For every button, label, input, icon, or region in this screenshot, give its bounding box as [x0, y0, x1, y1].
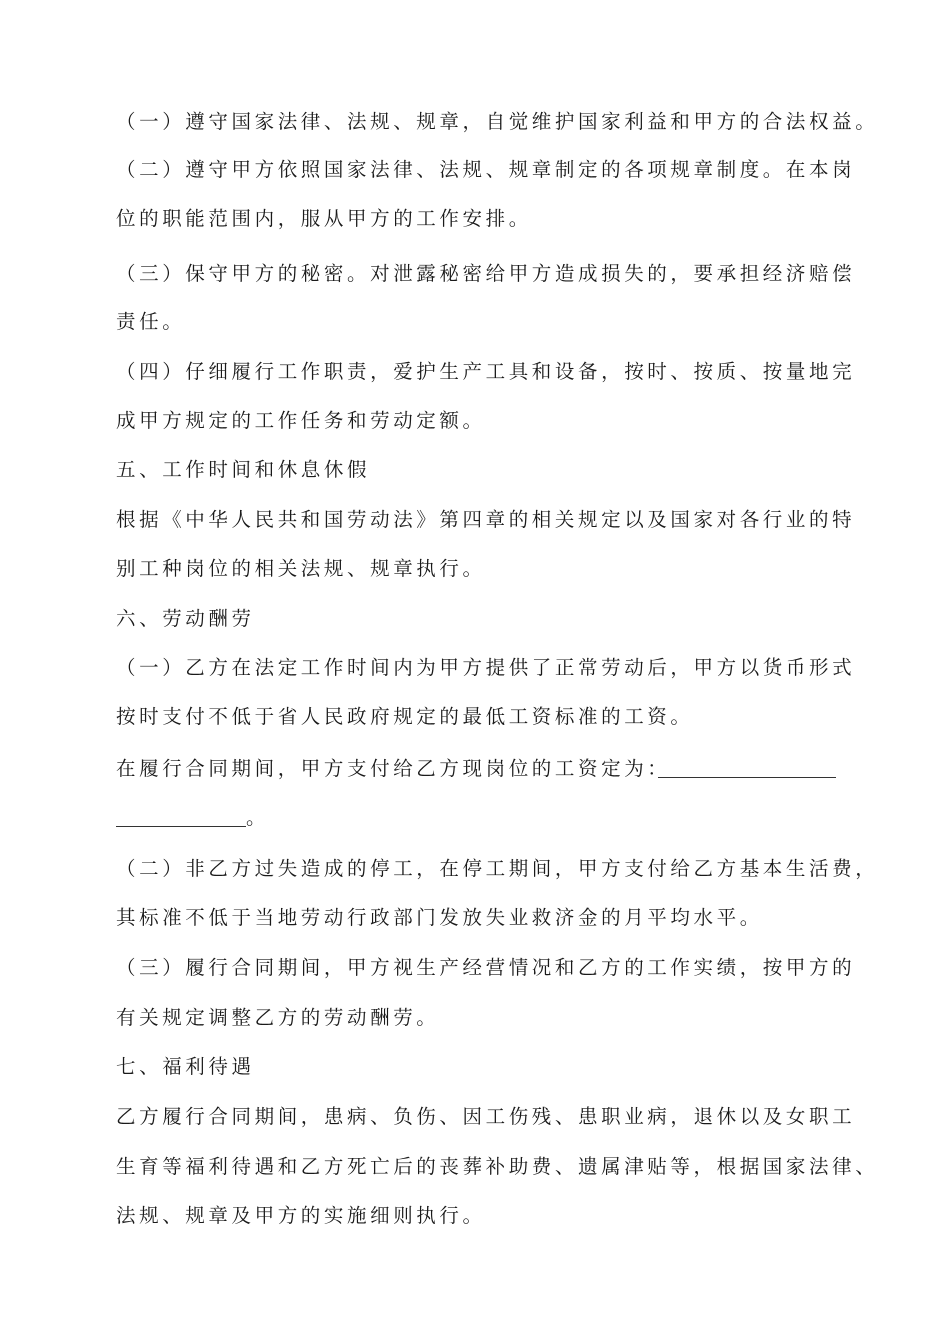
wage-blank-line-2 [116, 826, 246, 827]
section-5-heading: 五、工作时间和休息休假 [116, 458, 371, 481]
clause-6-1-line-1: （一）乙方在法定工作时间内为甲方提供了正常劳动后，甲方以货币形式 [116, 656, 856, 679]
clause-6-3-line-1: （三）履行合同期间，甲方视生产经营情况和乙方的工作实绩，按甲方的 [116, 956, 856, 979]
clause-4-2-line-1: （二）遵守甲方依照国家法律、法规、规章制定的各项规章制度。在本岗 [116, 158, 856, 181]
clause-6-3-line-2: 有关规定调整乙方的劳动酬劳。 [116, 1006, 440, 1029]
section-5-body-line-2: 别工种岗位的相关法规、规章执行。 [116, 557, 486, 580]
clause-4-4-line-2: 成甲方规定的工作任务和劳动定额。 [116, 409, 486, 432]
section-7-body-line-1: 乙方履行合同期间，患病、负伤、因工伤残、患职业病，退休以及女职工 [116, 1105, 856, 1128]
clause-4-3-line-2: 责任。 [116, 310, 186, 333]
wage-clause-label: 在履行合同期间，甲方支付给乙方现岗位的工资定为： [116, 757, 671, 780]
clause-6-1-line-2: 按时支付不低于省人民政府规定的最低工资标准的工资。 [116, 705, 694, 728]
clause-4-1: （一）遵守国家法律、法规、规章，自觉维护国家利益和甲方的合法权益。 [116, 110, 879, 133]
clause-4-2-line-2: 位的职能范围内，服从甲方的工作安排。 [116, 207, 532, 230]
section-5-body-line-1: 根据《中华人民共和国劳动法》第四章的相关规定以及国家对各行业的特 [116, 508, 856, 531]
section-6-heading: 六、劳动酬劳 [116, 607, 255, 630]
section-7-body-line-3: 法规、规章及甲方的实施细则执行。 [116, 1204, 486, 1227]
clause-4-3-line-1: （三）保守甲方的秘密。对泄露秘密给甲方造成损失的，要承担经济赔偿 [116, 262, 856, 285]
section-7-body-line-2: 生育等福利待遇和乙方死亡后的丧葬补助费、遗属津贴等，根据国家法律、 [116, 1155, 879, 1178]
wage-blank-period: 。 [246, 806, 266, 829]
clause-6-2-line-1: （二）非乙方过失造成的停工，在停工期间，甲方支付给乙方基本生活费， [116, 857, 879, 880]
wage-blank-line-1 [658, 777, 836, 778]
clause-4-4-line-1: （四）仔细履行工作职责，爱护生产工具和设备，按时、按质、按量地完 [116, 360, 856, 383]
section-7-heading: 七、福利待遇 [116, 1055, 255, 1078]
clause-6-2-line-2: 其标准不低于当地劳动行政部门发放失业救济金的月平均水平。 [116, 906, 763, 929]
